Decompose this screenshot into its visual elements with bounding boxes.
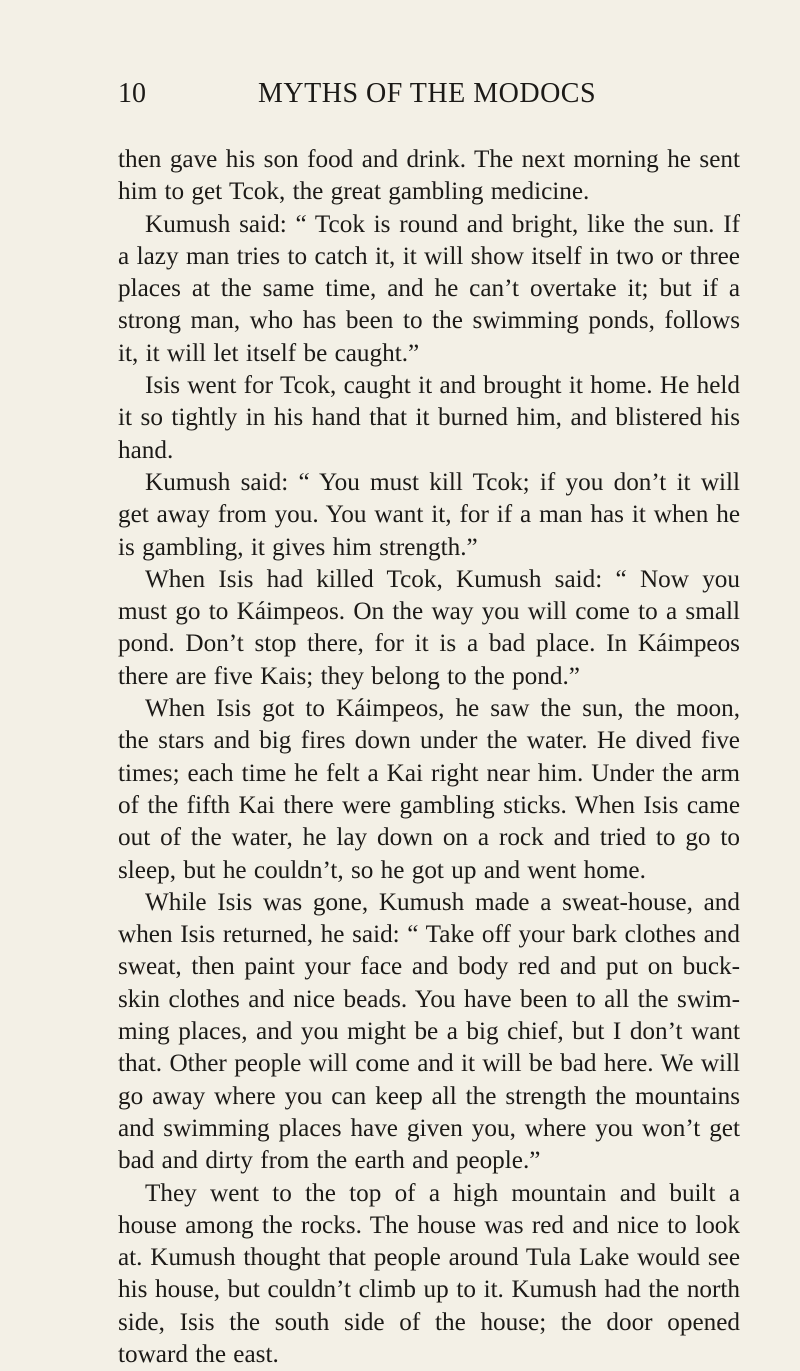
paragraph: then gave his son food and drink. The next morning he sent him to get Tcok, the great gambling medicine. [118,144,740,209]
paragraph: Kumush said: “ You must kill Tcok; if you don’t it will get away from you. You want it, for if a man has it when he is gambling, it gives him strength.” [118,467,740,564]
running-head: MYTHS OF THE MODOCS [258,74,596,114]
paragraph: Kumush said: “ Tcok is round and bright, like the sun. If a lazy man tries to catch it, it will show itself in two or three places at the same time, and he can’t overtake it; but if a strong man, who has been to the swimming ponds, follows it, it will let itself be caught.” [118,209,740,370]
paragraph: When Isis got to Káimpeos, he saw the sun, the moon, the stars and big fires down under the water. He dived five times; each time he felt a Kai right near him. Under the arm of the fifth Kai there were gambling sticks. When Isis came out of the water, he lay down on a rock and tried to go to sleep, but he couldn’t, so he got up and went home. [118,693,740,887]
paragraph: While Isis was gone, Kumush made a sweat-house, and when Isis returned, he said: “ Take off your bark clothes and sweat, then paint your face and body red and put on buck-skin clothes and nice beads. You have been to all the swim-ming places, and you might be a big chief, but I don’t want that. Other people will come and it will be bad here. We will go away where you can keep all the strength the mountains and swimming places have given you, where you won’t get bad and dirty from the earth and people.” [118,887,740,1178]
paragraph: When Isis had killed Tcok, Kumush said: “ Now you must go to Káimpeos. On the way you will come to a small pond. Don’t stop there, for it is a bad place. In Káimpeos there are five Kais; they belong to the pond.” [118,564,740,693]
page-number: 10 [118,74,146,114]
paragraph: Isis went for Tcok, caught it and brought it home. He held it so tightly in his hand that it burned him, and blistered his hand. [118,370,740,467]
page-header [118,74,728,114]
paragraph: They went to the top of a high mountain and built a house among the rocks. The house was red and nice to look at. Kumush thought that people around Tula Lake would see his house, but couldn’t climb up to it. Kumush had the north side, Isis the south side of the house; the door opened toward the east. [118,1178,740,1371]
body-text [118,144,740,1371]
